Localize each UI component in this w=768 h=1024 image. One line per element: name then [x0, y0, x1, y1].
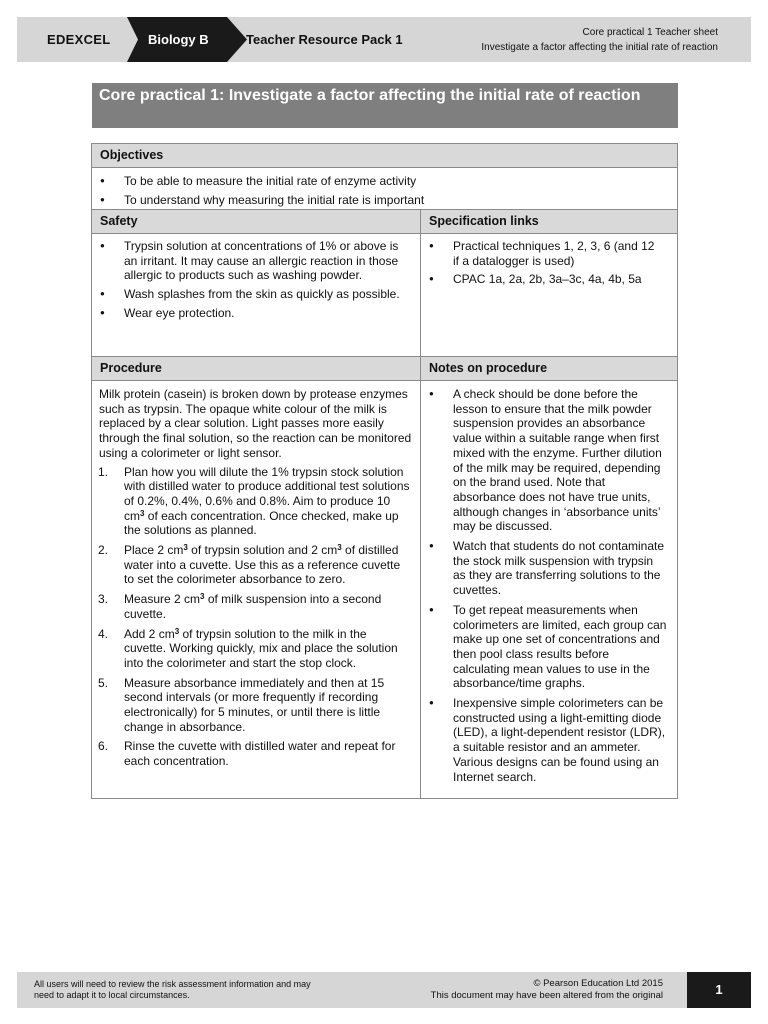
pack-label: Teacher Resource Pack 1 [246, 32, 403, 47]
list-item: ● To understand why measuring the initial rate is important [92, 193, 673, 208]
procedure-intro: Milk protein (casein) is broken down by protease enzymes such as trypsin. The opaque white colour of the milk is replaced by a clear solution. Light passes more easily through the final solution, so the reaction can be monitored using a colorimeter or light sensor. [99, 387, 412, 460]
procedure-step: 6. Rinse the cuvette with distilled water and repeat for each concentration. [98, 739, 396, 769]
subject-tab [127, 17, 247, 62]
list-item: ● Wash splashes from the skin as quickly as possible. [92, 287, 412, 302]
step-number: 6. [98, 739, 109, 754]
list-item: ● To get repeat measurements when colorimeters are limited, each group can make up one set of concentrations and then pool class results before calculating mean values to use in the absorbance/time graphs. [421, 603, 669, 691]
page-title: Core practical 1: Investigate a factor affecting the initial rate of reaction [92, 83, 678, 128]
page-header [17, 17, 751, 62]
spec-links-heading: Specification links [421, 210, 677, 234]
procedure-step: 2. Place 2 $cm^3$ of trypsin solution and 2 $cm^3$ of distilled water into a cuvette. Use this as a reference cuvette to set the colorimeter absorbance to zero. [98, 543, 401, 587]
safety-heading: Safety [92, 210, 421, 234]
topic-label: Investigate a factor affecting the initial rate of reaction [481, 42, 718, 53]
step-number: 5. [98, 675, 109, 690]
procedure-table [91, 356, 678, 799]
list-item: ● CPAC 1a, 2a, 2b, 3a–3c, 4a, 4b, 5a [421, 272, 663, 287]
step-number: 4. [98, 626, 109, 641]
list-item: ● Wear eye protection. [92, 306, 412, 321]
page-footer [17, 972, 751, 1008]
procedure-step: 3. Measure 2 $cm^3$ of milk suspension into a second cuvette. [98, 592, 382, 621]
step-number: 3. [98, 592, 109, 607]
procedure-step: 4. Add 2 $cm^3$ of trypsin solution to the milk in the cuvette. Working quickly, mix and place the solution into the colorimeter and start the stop clock. [98, 626, 398, 670]
list-item: ● Inexpensive simple colorimeters can be constructed using a light-emitting diode (LED), a light-dependent resistor (LDR), a suitable resistor and an ammeter. Various designs can be found using an Internet search. [421, 696, 669, 784]
procedure-heading-row [92, 357, 677, 381]
procedure-heading: Procedure [92, 357, 421, 381]
page-number: 1 [687, 972, 751, 1008]
procedure-steps [92, 461, 420, 769]
list-item: ● Trypsin solution at concentrations of 1% or above is an irritant. It may cause an allergic reaction in those allergic to products such as washing powder. [92, 239, 412, 283]
list-item: ● Practical techniques 1, 2, 3, 6 (and 12 if a datalogger is used) [421, 239, 663, 268]
objectives-heading: Objectives [92, 144, 677, 168]
objectives-list [92, 168, 677, 209]
objectives-table [91, 143, 678, 210]
list-item: ● A check should be done before the lesson to ensure that the milk powder suspension provides an absorbance value within a suitable range when first mixed with the enzyme. Further dilution of the milk may be required, depending on the brand used. Note that absorbance does not have true units, although changes in ‘absorbance units’ may be discussed. [421, 387, 669, 534]
procedure-step: 1. Plan how you will dilute the 1% trypsin stock solution with distilled water to produce additional test solutions of 0.2%, 0.4%, 0.6% and 0.8%. Aim to produce 10 $cm^3$ of each concentration. Once checked, make up the solutions as planned. [98, 464, 410, 538]
safety-spec-table [91, 210, 678, 357]
header-sheet-info [481, 25, 718, 55]
safety-spec-body-row [92, 234, 677, 356]
list-item: ● Watch that students do not contaminate the stock milk suspension with trypsin as they are transferring solutions to the cuvettes. [421, 539, 669, 598]
brand-label: EDEXCEL [47, 32, 111, 47]
notes-heading: Notes on procedure [421, 357, 677, 381]
copyright-notice: © Pearson Education Ltd 2015 This document may have been altered from the original [430, 978, 663, 1001]
spec-links-list [421, 234, 677, 287]
procedure-step: 5. Measure absorbance immediately and then at 15 second intervals (or more frequently if recording electronically) for 5 minutes, or until there is little change in absorbance. [98, 675, 385, 734]
list-item: ● To be able to measure the initial rate of enzyme activity [92, 174, 673, 189]
safety-list [92, 234, 420, 321]
sheet-label: Core practical 1 Teacher sheet [582, 27, 718, 38]
step-number: 1. [98, 464, 109, 479]
subject-label: Biology B [148, 32, 209, 47]
risk-notice: All users will need to review the risk assessment information and may need to adapt it to local circumstances. [34, 979, 311, 1000]
notes-list [421, 381, 677, 784]
step-number: 2. [98, 543, 109, 558]
procedure-body-row [92, 381, 677, 798]
safety-spec-heading-row [92, 210, 677, 234]
